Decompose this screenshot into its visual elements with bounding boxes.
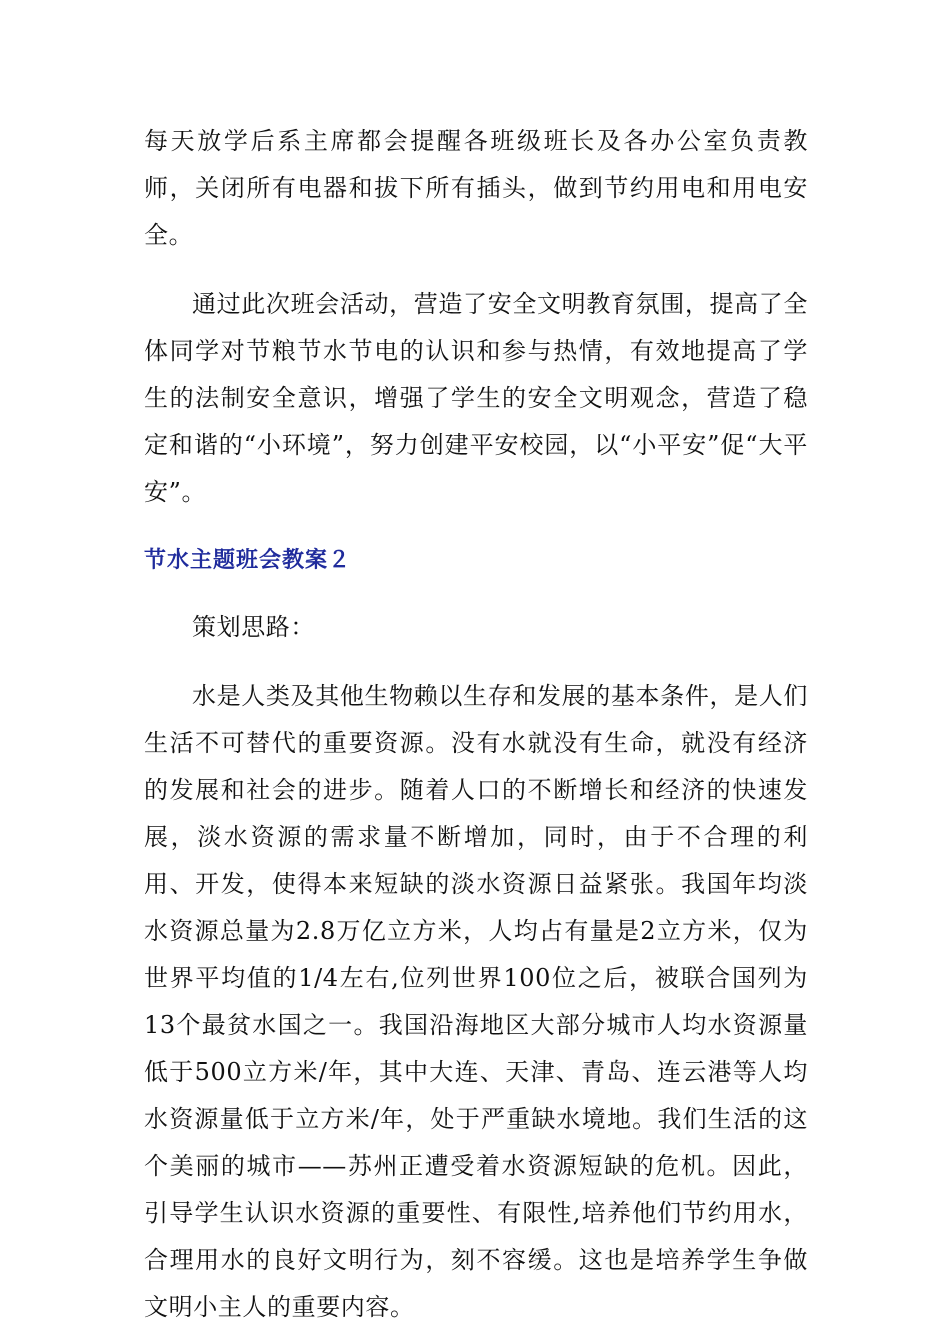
section-heading: 节水主题班会教案２ bbox=[144, 548, 352, 573]
subheading-planning-idea: 策划思路： bbox=[192, 613, 315, 641]
paragraph-water-resources: 水是人类及其他生物赖以生存和发展的基本条件，是人们生活不可替代的重要资源。没有水就没有生命，就没有经济的发展和社会的进步。随着人口的不断增长和经济的快速发展，淡水资源的需求量不断增加，同时，由于不合理的利用、开发，使得本来短缺的淡水资源日益紧张。我国年均淡水资源总量为2.8万亿立方米，人均占有量是2立方米，仅为世界平均值的1/4左右,位列世界100位之后，被联合国列为13个最贫水国之一。我国沿海地区大部分城市人均水资源量低于500立方米/年，其中大连、天津、青岛、连云港等人均水资源量低于立方米/年，处于严重缺水境地。我们生活的这个美丽的城市——苏州正遭受着水资源短缺的危机。因此，引导学生认识水资源的重要性、有限性,培养他们节约用水，合理用水的良好文明行为，刻不容缓。这也是培养学生争做文明小主人的重要内容。 bbox=[144, 682, 808, 1321]
paragraph-electricity-safety: 每天放学后系主席都会提醒各班级班长及各办公室负责教师，关闭所有电器和拔下所有插头，做到节约用电和用电安全。 bbox=[144, 127, 808, 249]
paragraph-activity-summary: 通过此次班会活动，营造了安全文明教育氛围，提高了全体同学对节粮节水节电的认识和参与热情，有效地提高了学生的法制安全意识，增强了学生的安全文明观念，营造了稳定和谐的“小环境”，努力创建平安校园，以“小平安”促“大平安”。 bbox=[144, 290, 808, 506]
document-content bbox=[144, 118, 808, 1331]
